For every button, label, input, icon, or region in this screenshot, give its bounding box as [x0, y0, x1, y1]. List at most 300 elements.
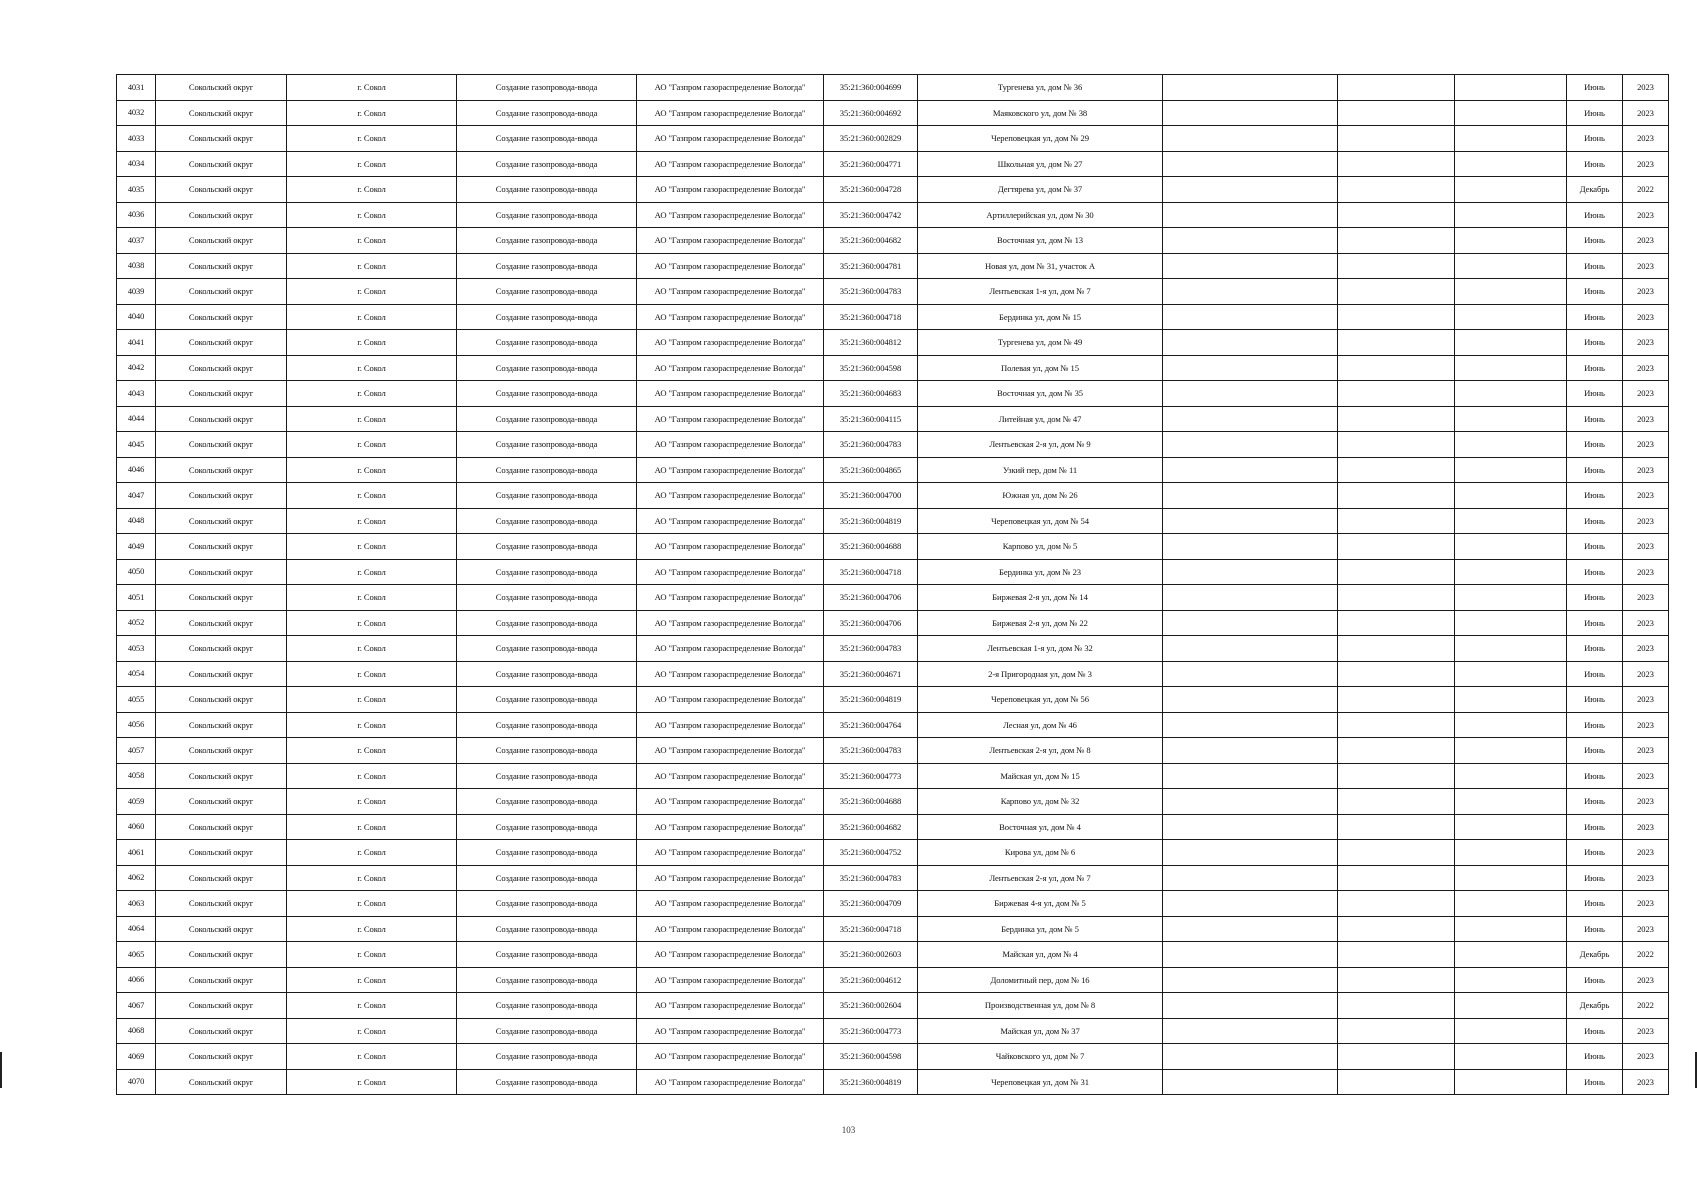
settlement-cell: г. Сокол — [287, 610, 457, 636]
row-number-cell: 4052 — [117, 610, 156, 636]
month-cell: Июнь — [1567, 1069, 1623, 1095]
organization-cell: АО "Газпром газораспределение Вологда" — [637, 738, 824, 764]
empty-cell — [1163, 687, 1338, 713]
row-number-cell: 4045 — [117, 432, 156, 458]
month-cell: Июнь — [1567, 126, 1623, 152]
organization-cell: АО "Газпром газораспределение Вологда" — [637, 865, 824, 891]
empty-cell — [1455, 100, 1567, 126]
table-row — [117, 712, 1669, 738]
action-cell: Создание газопровода-ввода — [457, 1044, 637, 1070]
table-row — [117, 508, 1669, 534]
empty-cell — [1455, 355, 1567, 381]
action-cell: Создание газопровода-ввода — [457, 993, 637, 1019]
empty-cell — [1338, 891, 1455, 917]
empty-cell — [1163, 457, 1338, 483]
empty-cell — [1338, 993, 1455, 1019]
district-cell: Сокольский округ — [156, 967, 287, 993]
month-cell: Июнь — [1567, 840, 1623, 866]
address-cell: Маяковского ул, дом № 38 — [918, 100, 1163, 126]
action-cell: Создание газопровода-ввода — [457, 151, 637, 177]
empty-cell — [1338, 636, 1455, 662]
empty-cell — [1455, 738, 1567, 764]
empty-cell — [1455, 840, 1567, 866]
action-cell: Создание газопровода-ввода — [457, 559, 637, 585]
cadastral-code-cell: 35:21:360:004718 — [824, 559, 918, 585]
table-row — [117, 916, 1669, 942]
month-cell: Июнь — [1567, 789, 1623, 815]
action-cell: Создание газопровода-ввода — [457, 636, 637, 662]
month-cell: Июнь — [1567, 1044, 1623, 1070]
row-number-cell: 4032 — [117, 100, 156, 126]
row-number-cell: 4054 — [117, 661, 156, 687]
district-cell: Сокольский округ — [156, 126, 287, 152]
empty-cell — [1163, 610, 1338, 636]
empty-cell — [1455, 483, 1567, 509]
cadastral-code-cell: 35:21:360:004773 — [824, 1018, 918, 1044]
empty-cell — [1338, 432, 1455, 458]
empty-cell — [1455, 559, 1567, 585]
address-cell: Тургенева ул, дом № 36 — [918, 75, 1163, 101]
empty-cell — [1163, 738, 1338, 764]
cadastral-code-cell: 35:21:360:004700 — [824, 483, 918, 509]
settlement-cell: г. Сокол — [287, 814, 457, 840]
action-cell: Создание газопровода-ввода — [457, 457, 637, 483]
action-cell: Создание газопровода-ввода — [457, 202, 637, 228]
row-number-cell: 4049 — [117, 534, 156, 560]
organization-cell: АО "Газпром газораспределение Вологда" — [637, 585, 824, 611]
month-cell: Июнь — [1567, 687, 1623, 713]
district-cell: Сокольский округ — [156, 304, 287, 330]
table-row — [117, 1044, 1669, 1070]
empty-cell — [1338, 228, 1455, 254]
settlement-cell: г. Сокол — [287, 228, 457, 254]
organization-cell: АО "Газпром газораспределение Вологда" — [637, 789, 824, 815]
empty-cell — [1338, 916, 1455, 942]
empty-cell — [1338, 279, 1455, 305]
year-cell: 2022 — [1623, 177, 1669, 203]
year-cell: 2023 — [1623, 585, 1669, 611]
empty-cell — [1163, 636, 1338, 662]
address-cell: Узкий пер, дом № 11 — [918, 457, 1163, 483]
settlement-cell: г. Сокол — [287, 636, 457, 662]
settlement-cell: г. Сокол — [287, 151, 457, 177]
empty-cell — [1338, 177, 1455, 203]
empty-cell — [1455, 202, 1567, 228]
table-row — [117, 126, 1669, 152]
organization-cell: АО "Газпром газораспределение Вологда" — [637, 993, 824, 1019]
district-cell: Сокольский округ — [156, 865, 287, 891]
month-cell: Июнь — [1567, 75, 1623, 101]
month-cell: Июнь — [1567, 508, 1623, 534]
year-cell: 2023 — [1623, 202, 1669, 228]
cadastral-code-cell: 35:21:360:004865 — [824, 457, 918, 483]
address-cell: Дегтярева ул, дом № 37 — [918, 177, 1163, 203]
organization-cell: АО "Газпром газораспределение Вологда" — [637, 151, 824, 177]
table-row — [117, 661, 1669, 687]
month-cell: Июнь — [1567, 355, 1623, 381]
address-cell: Лентьевская 2-я ул, дом № 7 — [918, 865, 1163, 891]
address-cell: Лентьевская 1-я ул, дом № 32 — [918, 636, 1163, 662]
empty-cell — [1338, 381, 1455, 407]
action-cell: Создание газопровода-ввода — [457, 126, 637, 152]
action-cell: Создание газопровода-ввода — [457, 381, 637, 407]
address-cell: Череповецкая ул, дом № 29 — [918, 126, 1163, 152]
address-cell: Восточная ул, дом № 35 — [918, 381, 1163, 407]
organization-cell: АО "Газпром газораспределение Вологда" — [637, 100, 824, 126]
month-cell: Июнь — [1567, 916, 1623, 942]
address-cell: Новая ул, дом № 31, участок А — [918, 253, 1163, 279]
empty-cell — [1338, 661, 1455, 687]
settlement-cell: г. Сокол — [287, 177, 457, 203]
empty-cell — [1338, 100, 1455, 126]
organization-cell: АО "Газпром газораспределение Вологда" — [637, 253, 824, 279]
table-row — [117, 151, 1669, 177]
row-number-cell: 4053 — [117, 636, 156, 662]
table-body — [117, 75, 1669, 1095]
district-cell: Сокольский округ — [156, 381, 287, 407]
cadastral-code-cell: 35:21:360:004742 — [824, 202, 918, 228]
row-number-cell: 4035 — [117, 177, 156, 203]
year-cell: 2023 — [1623, 457, 1669, 483]
empty-cell — [1455, 381, 1567, 407]
year-cell: 2023 — [1623, 763, 1669, 789]
district-cell: Сокольский округ — [156, 993, 287, 1019]
empty-cell — [1163, 253, 1338, 279]
action-cell: Создание газопровода-ввода — [457, 967, 637, 993]
settlement-cell: г. Сокол — [287, 1018, 457, 1044]
row-number-cell: 4061 — [117, 840, 156, 866]
organization-cell: АО "Газпром газораспределение Вологда" — [637, 177, 824, 203]
organization-cell: АО "Газпром газораспределение Вологда" — [637, 432, 824, 458]
settlement-cell: г. Сокол — [287, 534, 457, 560]
organization-cell: АО "Газпром газораспределение Вологда" — [637, 712, 824, 738]
settlement-cell: г. Сокол — [287, 126, 457, 152]
empty-cell — [1455, 993, 1567, 1019]
table-row — [117, 177, 1669, 203]
district-cell: Сокольский округ — [156, 253, 287, 279]
month-cell: Июнь — [1567, 330, 1623, 356]
table-row — [117, 355, 1669, 381]
settlement-cell: г. Сокол — [287, 355, 457, 381]
address-cell: Бердинка ул, дом № 23 — [918, 559, 1163, 585]
empty-cell — [1338, 483, 1455, 509]
organization-cell: АО "Газпром газораспределение Вологда" — [637, 508, 824, 534]
row-number-cell: 4066 — [117, 967, 156, 993]
empty-cell — [1163, 432, 1338, 458]
action-cell: Создание газопровода-ввода — [457, 585, 637, 611]
row-number-cell: 4064 — [117, 916, 156, 942]
year-cell: 2023 — [1623, 661, 1669, 687]
empty-cell — [1338, 534, 1455, 560]
action-cell: Создание газопровода-ввода — [457, 75, 637, 101]
empty-cell — [1455, 457, 1567, 483]
year-cell: 2023 — [1623, 483, 1669, 509]
cadastral-code-cell: 35:21:360:004682 — [824, 814, 918, 840]
year-cell: 2023 — [1623, 330, 1669, 356]
organization-cell: АО "Газпром газораспределение Вологда" — [637, 610, 824, 636]
table-row — [117, 432, 1669, 458]
district-cell: Сокольский округ — [156, 228, 287, 254]
table-row — [117, 75, 1669, 101]
action-cell: Создание газопровода-ввода — [457, 253, 637, 279]
year-cell: 2023 — [1623, 559, 1669, 585]
row-number-cell: 4062 — [117, 865, 156, 891]
empty-cell — [1163, 1044, 1338, 1070]
cadastral-code-cell: 35:21:360:004812 — [824, 330, 918, 356]
row-number-cell: 4033 — [117, 126, 156, 152]
empty-cell — [1455, 967, 1567, 993]
district-cell: Сокольский округ — [156, 814, 287, 840]
cadastral-code-cell: 35:21:360:004598 — [824, 355, 918, 381]
organization-cell: АО "Газпром газораспределение Вологда" — [637, 840, 824, 866]
district-cell: Сокольский округ — [156, 100, 287, 126]
table-row — [117, 304, 1669, 330]
district-cell: Сокольский округ — [156, 789, 287, 815]
table-row — [117, 100, 1669, 126]
settlement-cell: г. Сокол — [287, 967, 457, 993]
table-row — [117, 610, 1669, 636]
row-number-cell: 4051 — [117, 585, 156, 611]
table-row — [117, 891, 1669, 917]
action-cell: Создание газопровода-ввода — [457, 763, 637, 789]
cadastral-code-cell: 35:21:360:004783 — [824, 636, 918, 662]
empty-cell — [1163, 151, 1338, 177]
address-cell: Чайковского ул, дом № 7 — [918, 1044, 1163, 1070]
address-cell: Лентьевская 2-я ул, дом № 8 — [918, 738, 1163, 764]
empty-cell — [1455, 126, 1567, 152]
row-number-cell: 4060 — [117, 814, 156, 840]
cadastral-code-cell: 35:21:360:004688 — [824, 789, 918, 815]
address-cell: Лесная ул, дом № 46 — [918, 712, 1163, 738]
table-row — [117, 202, 1669, 228]
action-cell: Создание газопровода-ввода — [457, 406, 637, 432]
district-cell: Сокольский округ — [156, 406, 287, 432]
district-cell: Сокольский округ — [156, 763, 287, 789]
empty-cell — [1338, 712, 1455, 738]
month-cell: Июнь — [1567, 1018, 1623, 1044]
organization-cell: АО "Газпром газораспределение Вологда" — [637, 279, 824, 305]
empty-cell — [1455, 585, 1567, 611]
settlement-cell: г. Сокол — [287, 304, 457, 330]
empty-cell — [1455, 304, 1567, 330]
empty-cell — [1338, 304, 1455, 330]
empty-cell — [1338, 253, 1455, 279]
address-cell: 2-я Пригородная ул, дом № 3 — [918, 661, 1163, 687]
district-cell: Сокольский округ — [156, 279, 287, 305]
empty-cell — [1338, 1069, 1455, 1095]
month-cell: Июнь — [1567, 457, 1623, 483]
cadastral-code-cell: 35:21:360:004718 — [824, 916, 918, 942]
action-cell: Создание газопровода-ввода — [457, 483, 637, 509]
district-cell: Сокольский округ — [156, 177, 287, 203]
year-cell: 2023 — [1623, 279, 1669, 305]
scan-edge-mark-left — [0, 1052, 2, 1088]
organization-cell: АО "Газпром газораспределение Вологда" — [637, 75, 824, 101]
empty-cell — [1338, 330, 1455, 356]
empty-cell — [1455, 687, 1567, 713]
year-cell: 2023 — [1623, 916, 1669, 942]
settlement-cell: г. Сокол — [287, 432, 457, 458]
year-cell: 2023 — [1623, 151, 1669, 177]
cadastral-code-cell: 35:21:360:002829 — [824, 126, 918, 152]
cadastral-code-cell: 35:21:360:004699 — [824, 75, 918, 101]
empty-cell — [1163, 559, 1338, 585]
action-cell: Создание газопровода-ввода — [457, 738, 637, 764]
empty-cell — [1455, 661, 1567, 687]
empty-cell — [1163, 177, 1338, 203]
action-cell: Создание газопровода-ввода — [457, 304, 637, 330]
action-cell: Создание газопровода-ввода — [457, 712, 637, 738]
row-number-cell: 4043 — [117, 381, 156, 407]
empty-cell — [1163, 406, 1338, 432]
organization-cell: АО "Газпром газораспределение Вологда" — [637, 942, 824, 968]
empty-cell — [1455, 177, 1567, 203]
empty-cell — [1338, 75, 1455, 101]
empty-cell — [1338, 814, 1455, 840]
organization-cell: АО "Газпром газораспределение Вологда" — [637, 559, 824, 585]
address-cell: Карпово ул, дом № 32 — [918, 789, 1163, 815]
empty-cell — [1163, 891, 1338, 917]
action-cell: Создание газопровода-ввода — [457, 789, 637, 815]
cadastral-code-cell: 35:21:360:004671 — [824, 661, 918, 687]
table-row — [117, 381, 1669, 407]
month-cell: Июнь — [1567, 967, 1623, 993]
empty-cell — [1455, 865, 1567, 891]
address-cell: Череповецкая ул, дом № 56 — [918, 687, 1163, 713]
cadastral-code-cell: 35:21:360:004688 — [824, 534, 918, 560]
table-row — [117, 228, 1669, 254]
row-number-cell: 4058 — [117, 763, 156, 789]
address-cell: Биржевая 2-я ул, дом № 14 — [918, 585, 1163, 611]
district-cell: Сокольский округ — [156, 687, 287, 713]
month-cell: Июнь — [1567, 151, 1623, 177]
year-cell: 2023 — [1623, 1044, 1669, 1070]
year-cell: 2023 — [1623, 126, 1669, 152]
cadastral-code-cell: 35:21:360:004115 — [824, 406, 918, 432]
month-cell: Декабрь — [1567, 942, 1623, 968]
settlement-cell: г. Сокол — [287, 381, 457, 407]
empty-cell — [1455, 151, 1567, 177]
action-cell: Создание газопровода-ввода — [457, 330, 637, 356]
empty-cell — [1455, 228, 1567, 254]
empty-cell — [1455, 789, 1567, 815]
empty-cell — [1455, 508, 1567, 534]
action-cell: Создание газопровода-ввода — [457, 865, 637, 891]
month-cell: Июнь — [1567, 610, 1623, 636]
organization-cell: АО "Газпром газораспределение Вологда" — [637, 202, 824, 228]
year-cell: 2023 — [1623, 508, 1669, 534]
empty-cell — [1163, 330, 1338, 356]
empty-cell — [1455, 1044, 1567, 1070]
table-row — [117, 253, 1669, 279]
row-number-cell: 4065 — [117, 942, 156, 968]
gas-connection-register-table — [116, 74, 1669, 1095]
empty-cell — [1338, 1018, 1455, 1044]
year-cell: 2023 — [1623, 1018, 1669, 1044]
action-cell: Создание газопровода-ввода — [457, 1069, 637, 1095]
empty-cell — [1338, 126, 1455, 152]
cadastral-code-cell: 35:21:360:004718 — [824, 304, 918, 330]
empty-cell — [1455, 253, 1567, 279]
empty-cell — [1163, 483, 1338, 509]
cadastral-code-cell: 35:21:360:004783 — [824, 279, 918, 305]
address-cell: Бердинка ул, дом № 5 — [918, 916, 1163, 942]
table-row — [117, 763, 1669, 789]
address-cell: Майская ул, дом № 15 — [918, 763, 1163, 789]
row-number-cell: 4068 — [117, 1018, 156, 1044]
empty-cell — [1163, 967, 1338, 993]
address-cell: Восточная ул, дом № 13 — [918, 228, 1163, 254]
cadastral-code-cell: 35:21:360:004683 — [824, 381, 918, 407]
table-row — [117, 636, 1669, 662]
organization-cell: АО "Газпром газораспределение Вологда" — [637, 1018, 824, 1044]
settlement-cell: г. Сокол — [287, 687, 457, 713]
empty-cell — [1338, 687, 1455, 713]
row-number-cell: 4036 — [117, 202, 156, 228]
action-cell: Создание газопровода-ввода — [457, 1018, 637, 1044]
organization-cell: АО "Газпром газораспределение Вологда" — [637, 661, 824, 687]
empty-cell — [1163, 126, 1338, 152]
month-cell: Июнь — [1567, 763, 1623, 789]
cadastral-code-cell: 35:21:360:004819 — [824, 687, 918, 713]
action-cell: Создание газопровода-ввода — [457, 100, 637, 126]
settlement-cell: г. Сокол — [287, 942, 457, 968]
address-cell: Карпово ул, дом № 5 — [918, 534, 1163, 560]
empty-cell — [1163, 712, 1338, 738]
cadastral-code-cell: 35:21:360:004783 — [824, 432, 918, 458]
cadastral-code-cell: 35:21:360:004771 — [824, 151, 918, 177]
empty-cell — [1338, 508, 1455, 534]
empty-cell — [1163, 814, 1338, 840]
empty-cell — [1163, 508, 1338, 534]
empty-cell — [1163, 763, 1338, 789]
cadastral-code-cell: 35:21:360:004819 — [824, 1069, 918, 1095]
year-cell: 2023 — [1623, 687, 1669, 713]
settlement-cell: г. Сокол — [287, 559, 457, 585]
empty-cell — [1338, 585, 1455, 611]
month-cell: Июнь — [1567, 585, 1623, 611]
year-cell: 2023 — [1623, 840, 1669, 866]
organization-cell: АО "Газпром газораспределение Вологда" — [637, 126, 824, 152]
cadastral-code-cell: 35:21:360:004692 — [824, 100, 918, 126]
settlement-cell: г. Сокол — [287, 891, 457, 917]
empty-cell — [1455, 432, 1567, 458]
organization-cell: АО "Газпром газораспределение Вологда" — [637, 228, 824, 254]
district-cell: Сокольский округ — [156, 355, 287, 381]
month-cell: Июнь — [1567, 304, 1623, 330]
table-row — [117, 534, 1669, 560]
empty-cell — [1338, 840, 1455, 866]
address-cell: Майская ул, дом № 4 — [918, 942, 1163, 968]
row-number-cell: 4041 — [117, 330, 156, 356]
month-cell: Июнь — [1567, 865, 1623, 891]
table-row — [117, 993, 1669, 1019]
organization-cell: АО "Газпром газораспределение Вологда" — [637, 355, 824, 381]
action-cell: Создание газопровода-ввода — [457, 687, 637, 713]
empty-cell — [1338, 789, 1455, 815]
organization-cell: АО "Газпром газораспределение Вологда" — [637, 381, 824, 407]
empty-cell — [1455, 712, 1567, 738]
district-cell: Сокольский округ — [156, 891, 287, 917]
year-cell: 2023 — [1623, 967, 1669, 993]
organization-cell: АО "Газпром газораспределение Вологда" — [637, 304, 824, 330]
year-cell: 2023 — [1623, 228, 1669, 254]
empty-cell — [1455, 891, 1567, 917]
empty-cell — [1455, 534, 1567, 560]
year-cell: 2023 — [1623, 100, 1669, 126]
district-cell: Сокольский округ — [156, 202, 287, 228]
year-cell: 2022 — [1623, 942, 1669, 968]
